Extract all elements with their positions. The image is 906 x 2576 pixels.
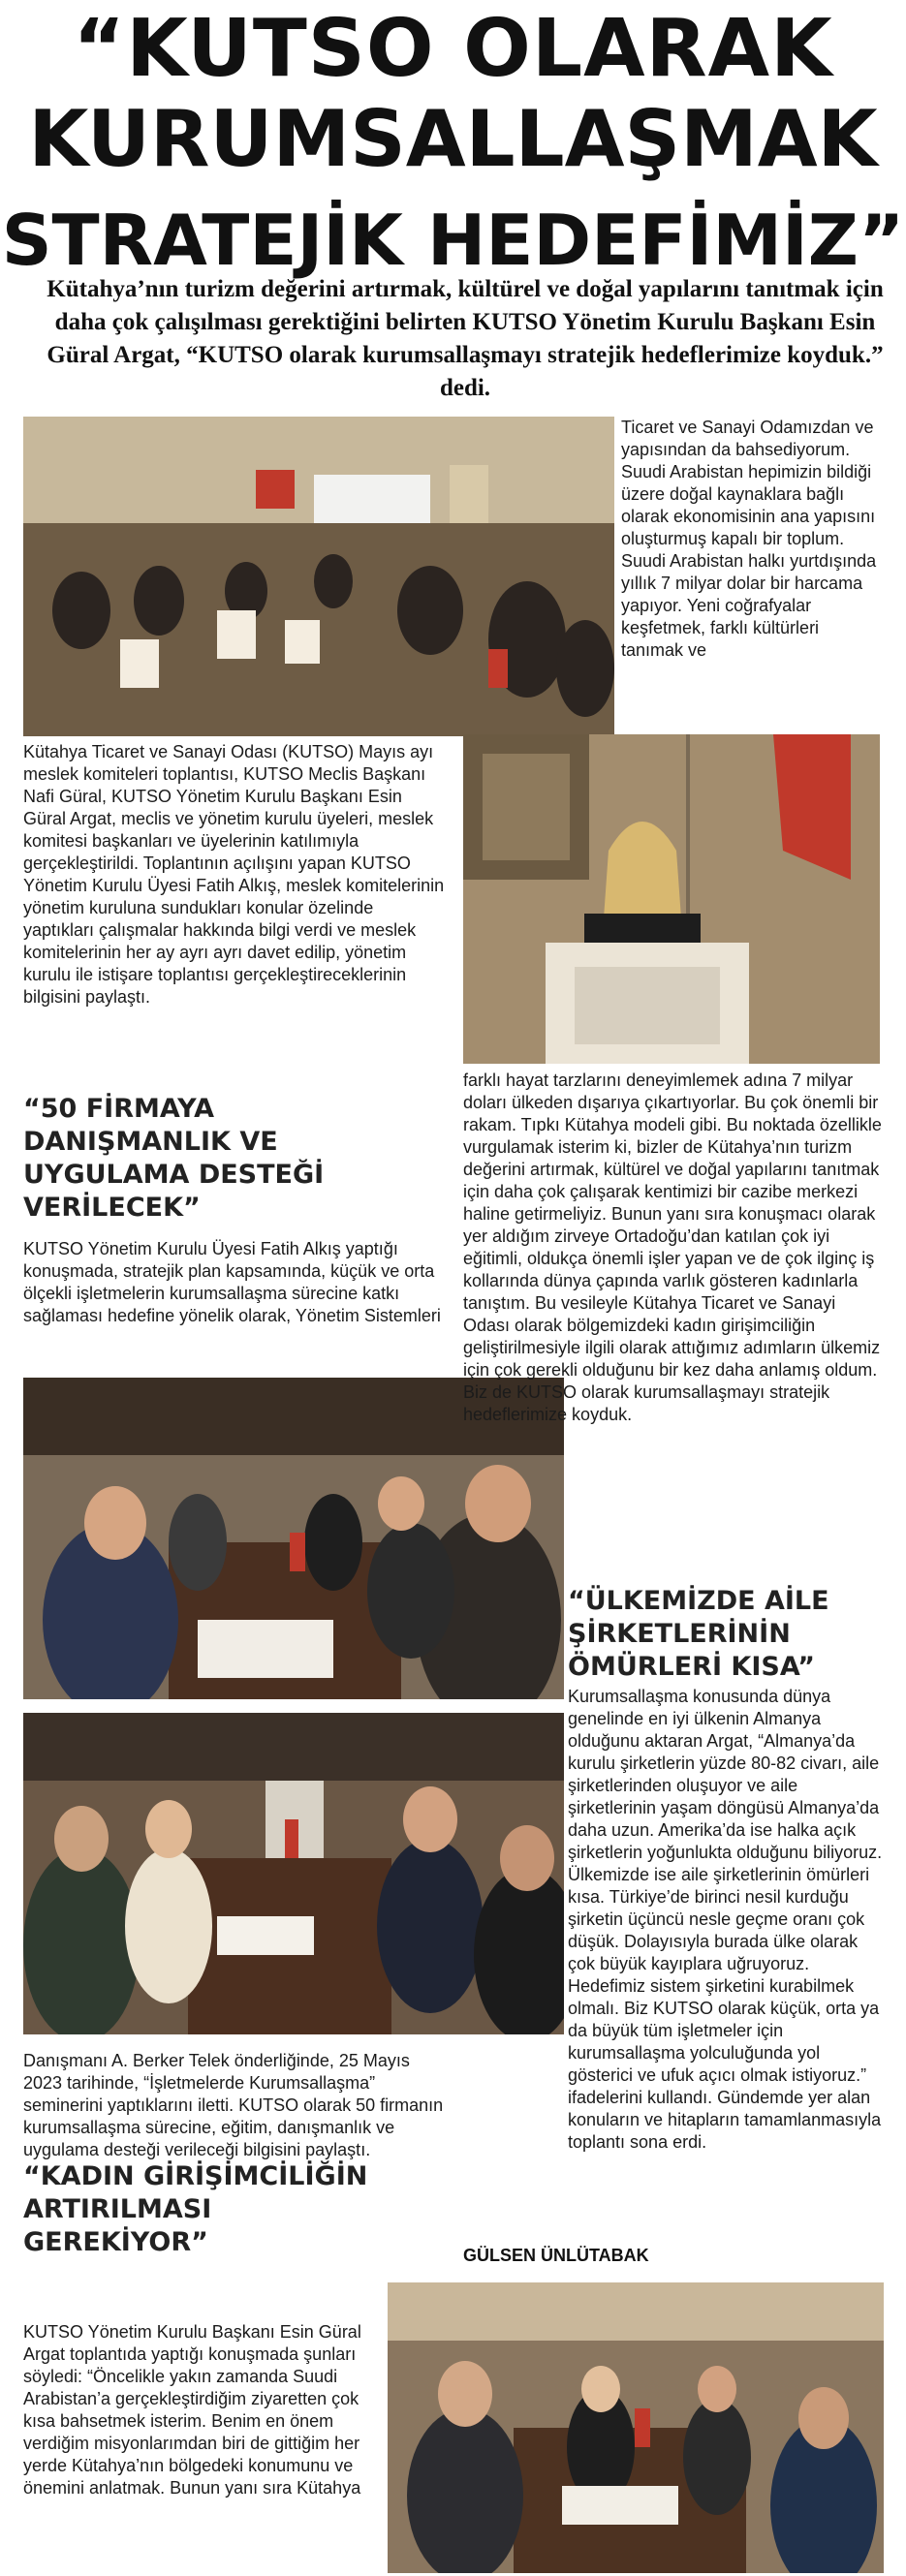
- left-paragraph-2: KUTSO Yönetim Kurulu Üyesi Fatih Alkış yaptığı konuşmada, stratejik plan kapsamında, küçük ve orta ölçekli işletmelerin kurumsallaşma sürecine katkı sağlaması hedefine yönelik olarak, Yönetim Sistemleri: [23, 1239, 441, 1325]
- right-paragraph-2: farklı hayat tarzlarını deneyimlemek adına 7 milyar doları ülkeden dışarıya çıkartıyorlar. Bu çok önemli bir rakam. Tıpkı Kütahya modeli gibi. Bu noktada özellikle vurgulamak isterim ki, bizler de Kütahya’nın turizm değerini artırmak, kültürel ve doğal yapılarını tanıtmak için daha çok çalışarak kentimizi bir cazibe merkezi haline getirmeliyiz. Bunun yanı sıra konuşmacı olarak yer aldığım zirveye Ortadoğu’dan katılan çok iyi eğitimli, oldukça önemli işler yapan ve de çok ilginç iş kollarında dünya çapında varlık gösteren kadınlarla tanıştım. Bu vesileyle Kütahya Ticaret ve Sanayi Odası olarak bölgemizdeki kadın girişimciliğin geliştirilmesiyle ilgili olarak attığımız adımların ülkemiz için çok gerekli olduğunu bir kez daha anlamış oldum. Biz de KUTSO olarak kurumsallaşmayı stratejik hedeflerimize koyduk.: [463, 1071, 882, 1424]
- right-paragraph-1: Ticaret ve Sanayi Odamızdan ve yapısından da bahsediyorum. Suudi Arabistan hepimizin bildiği üzere doğal kaynaklara bağlı olarak ekonomisinin ana yapısını oluşturmuş kapalı bir toplum. Suudi Arabistan halkı yurtdışında yıllık 7 milyar dolar bir harcama yapıyor. Yeni coğrafyalar keşfetmek, farklı kültürleri tanımak ve: [621, 418, 877, 660]
- headline-line-2: KURUMSALLAŞMAK: [28, 94, 878, 184]
- group-photo-icon: [23, 1713, 564, 2034]
- subheading-kadin-girisimcilik: “KADIN GİRİŞİMCİLİĞİN ARTIRILMASI GEREKİYOR”: [23, 2161, 368, 2257]
- meeting-room-photo: [23, 417, 614, 736]
- left-paragraph-3: Danışmanı A. Berker Telek önderliğinde, 25 Mayıs 2023 tarihinde, “İşletmelerde Kurumsallaşma” seminerini yaptıklarını iletti. KUTSO olarak 50 firmanın kurumsallaşma sürecine, eğitim, danışmanlık ve uygulama desteği verileceği bilgisini paylaştı.: [23, 2051, 444, 2159]
- group-photo-icon: [388, 2282, 884, 2573]
- subheading-50-firmaya: “50 FİRMAYA DANIŞMANLIK VE UYGULAMA DESTEĞİ VERİLECEK”: [23, 1094, 325, 1223]
- left-paragraph-4: KUTSO Yönetim Kurulu Başkanı Esin Güral Argat toplantıda yaptığı konuşmada şunları söyledi: “Öncelikle yakın zamanda Suudi Arabistan’a gerçekleştirdiğim ziyaretten çok kısa bahsetmek isterim. Benim en önem verdiğim misyonlarımdan biri de gittiğim her yerde Kütahya’nın bölgedeki konumunu ve önemini anlatmak. Bunun yanı sıra Kütahya: [23, 2322, 361, 2498]
- headline-line-1: “KUTSO OLARAK: [73, 3, 833, 95]
- group-table-photo-2: [23, 1713, 564, 2034]
- meeting-photo-icon: [23, 417, 614, 736]
- speaker-photo: [463, 734, 880, 1064]
- headline-line-3: STRATEJİK HEDEFİMİZ”: [1, 200, 905, 281]
- speaker-photo-icon: [463, 734, 880, 1064]
- deck-summary: Kütahya’nın turizm değerini artırmak, kültürel ve doğal yapılarını tanıtmak için daha çok çalışılması gerektiğini belirten KUTSO Yönetim Kurulu Başkanı Esin Güral Argat, “KUTSO olarak kurumsallaşmayı stratejik hedeflerimize koyduk.” dedi.: [47, 276, 884, 401]
- left-paragraph-1: Kütahya Ticaret ve Sanayi Odası (KUTSO) Mayıs ayı meslek komiteleri toplantısı, KUTSO Meclis Başkanı Nafi Güral, KUTSO Yönetim Kurulu Başkanı Esin Güral Argat, meclis ve yönetim kurulu üyeleri, meslek komitesi başkanları ve üyelerinin katılımıyla gerçekleştirildi. Toplantının açılışını yapan KUTSO Yönetim Kurulu Üyesi Fatih Alkış, meslek komitelerinin yönetim kuruluna sundukları konular özelinde yaptıkları çalışmalar hakkında bilgi verdi ve meslek komitelerinin her ay ayrı ayrı davet edilip, yönetim kurulu ile istişare toplantısı gerçekleştireceklerinin bilgisini paylaştı.: [23, 742, 445, 1007]
- author-byline: GÜLSEN ÜNLÜTABAK: [463, 2246, 649, 2265]
- subheading-aile-sirketleri: “ÜLKEMİZDE AİLE ŞİRKETLERİNİN ÖMÜRLERİ KISA”: [568, 1586, 829, 1682]
- group-table-photo-3: [388, 2282, 884, 2573]
- right-paragraph-3: Kurumsallaşma konusunda dünya genelinde en iyi ülkenin Almanya olduğunu aktaran Argat, “Almanya’da kurulu şirketlerin yüzde 80-82 civarı, aile şirketlerinden oluşuyor ve aile şirketlerinin yaşam döngüsü Almanya’da daha uzun. Amerika’da ise halka açık şirketlerin yoğunlukta olduğunu biliyoruz. Ülkemizde ise aile şirketlerinin ömürleri kısa. Türkiye’de birinci nesil kurduğu şirketin üçüncü nesle geçme oranı çok düşük. Dolayısıyla burada ülke olarak çok büyük kayıplara uğruyoruz. Hedefimiz sistem şirketini kurabilmek olmalı. Biz KUTSO olarak küçük, orta ya da büyük tüm işletmeler için kurumsallaşma yolculuğunda yol gösterici ve ufuk açıcı olmak istiyoruz.” ifadelerini kullandı. Gündemde yer alan konuların ve hitapların tamamlanmasıyla toplantı sona erdi.: [568, 1687, 883, 2152]
